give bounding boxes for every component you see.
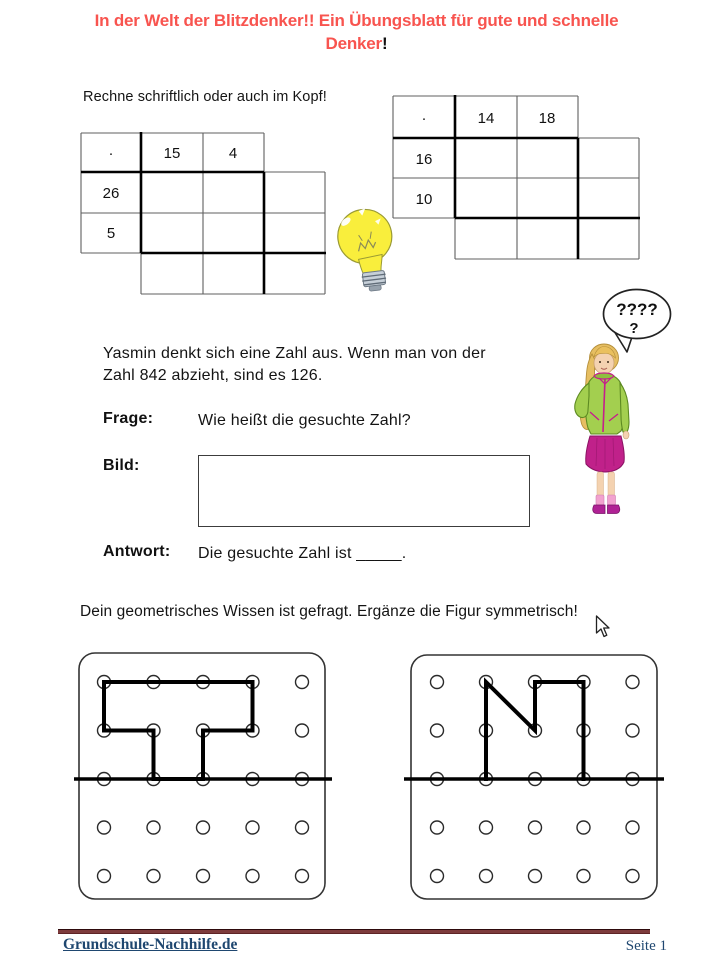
frage-text: Wie heißt die gesuchte Zahl?	[198, 412, 411, 429]
table-b-operator: ·	[421, 110, 427, 127]
antwort-label: Antwort:	[103, 543, 171, 560]
title-line-2-red: Denker	[325, 34, 382, 53]
table-b-col-header-2: 18	[538, 110, 556, 127]
geoboard-right	[402, 648, 668, 904]
footer-website-link[interactable]: Grundschule-Nachhilfe.de	[63, 936, 238, 953]
bubble-text-line-2: ?	[629, 320, 639, 337]
riddle-problem-text	[103, 343, 543, 387]
riddle-problem-line-1: Yasmin denkt sich eine Zahl aus. Wenn man von der	[103, 345, 486, 362]
table-a-row-header-2: 5	[106, 225, 116, 242]
table-a-operator: ·	[108, 145, 114, 162]
multiplication-table-a	[78, 130, 328, 298]
table-b-row-header-2: 10	[415, 191, 433, 208]
title-line-1: In der Welt der Blitzdenker!! Ein Übungsblatt für gute und schnelle	[94, 11, 619, 30]
lightbulb-icon	[333, 198, 405, 294]
title-line-2-exclamation: !	[381, 34, 388, 53]
footer-divider	[58, 929, 650, 934]
title-line-2	[0, 32, 713, 55]
table-b-row-header-1: 16	[415, 151, 433, 168]
multiplication-table-b	[390, 93, 643, 263]
table-a-row-header-1: 26	[102, 185, 120, 202]
frage-label: Frage:	[103, 410, 154, 427]
worksheet-title	[0, 9, 713, 55]
table-a-col-header-1: 15	[163, 145, 181, 162]
geoboard-left	[70, 648, 336, 904]
footer-page-number: Seite 1	[625, 938, 667, 954]
bild-label: Bild:	[103, 457, 140, 474]
mouse-pointer-icon	[595, 615, 611, 639]
geometry-instruction: Dein geometrisches Wissen ist gefragt. Ergänze die Figur symmetrisch!	[80, 603, 578, 620]
riddle-problem-line-2: Zahl 842 abzieht, sind es 126.	[103, 367, 323, 384]
table-a-col-header-2: 4	[228, 145, 238, 162]
table-b-col-header-1: 14	[477, 110, 495, 127]
bubble-text-line-1: ????	[616, 300, 658, 319]
thinking-girl-illustration	[561, 338, 641, 518]
bild-answer-box	[198, 455, 530, 527]
antwort-text: Die gesuchte Zahl ist _____.	[198, 545, 407, 562]
arithmetic-instruction: Rechne schriftlich oder auch im Kopf!	[83, 89, 327, 105]
